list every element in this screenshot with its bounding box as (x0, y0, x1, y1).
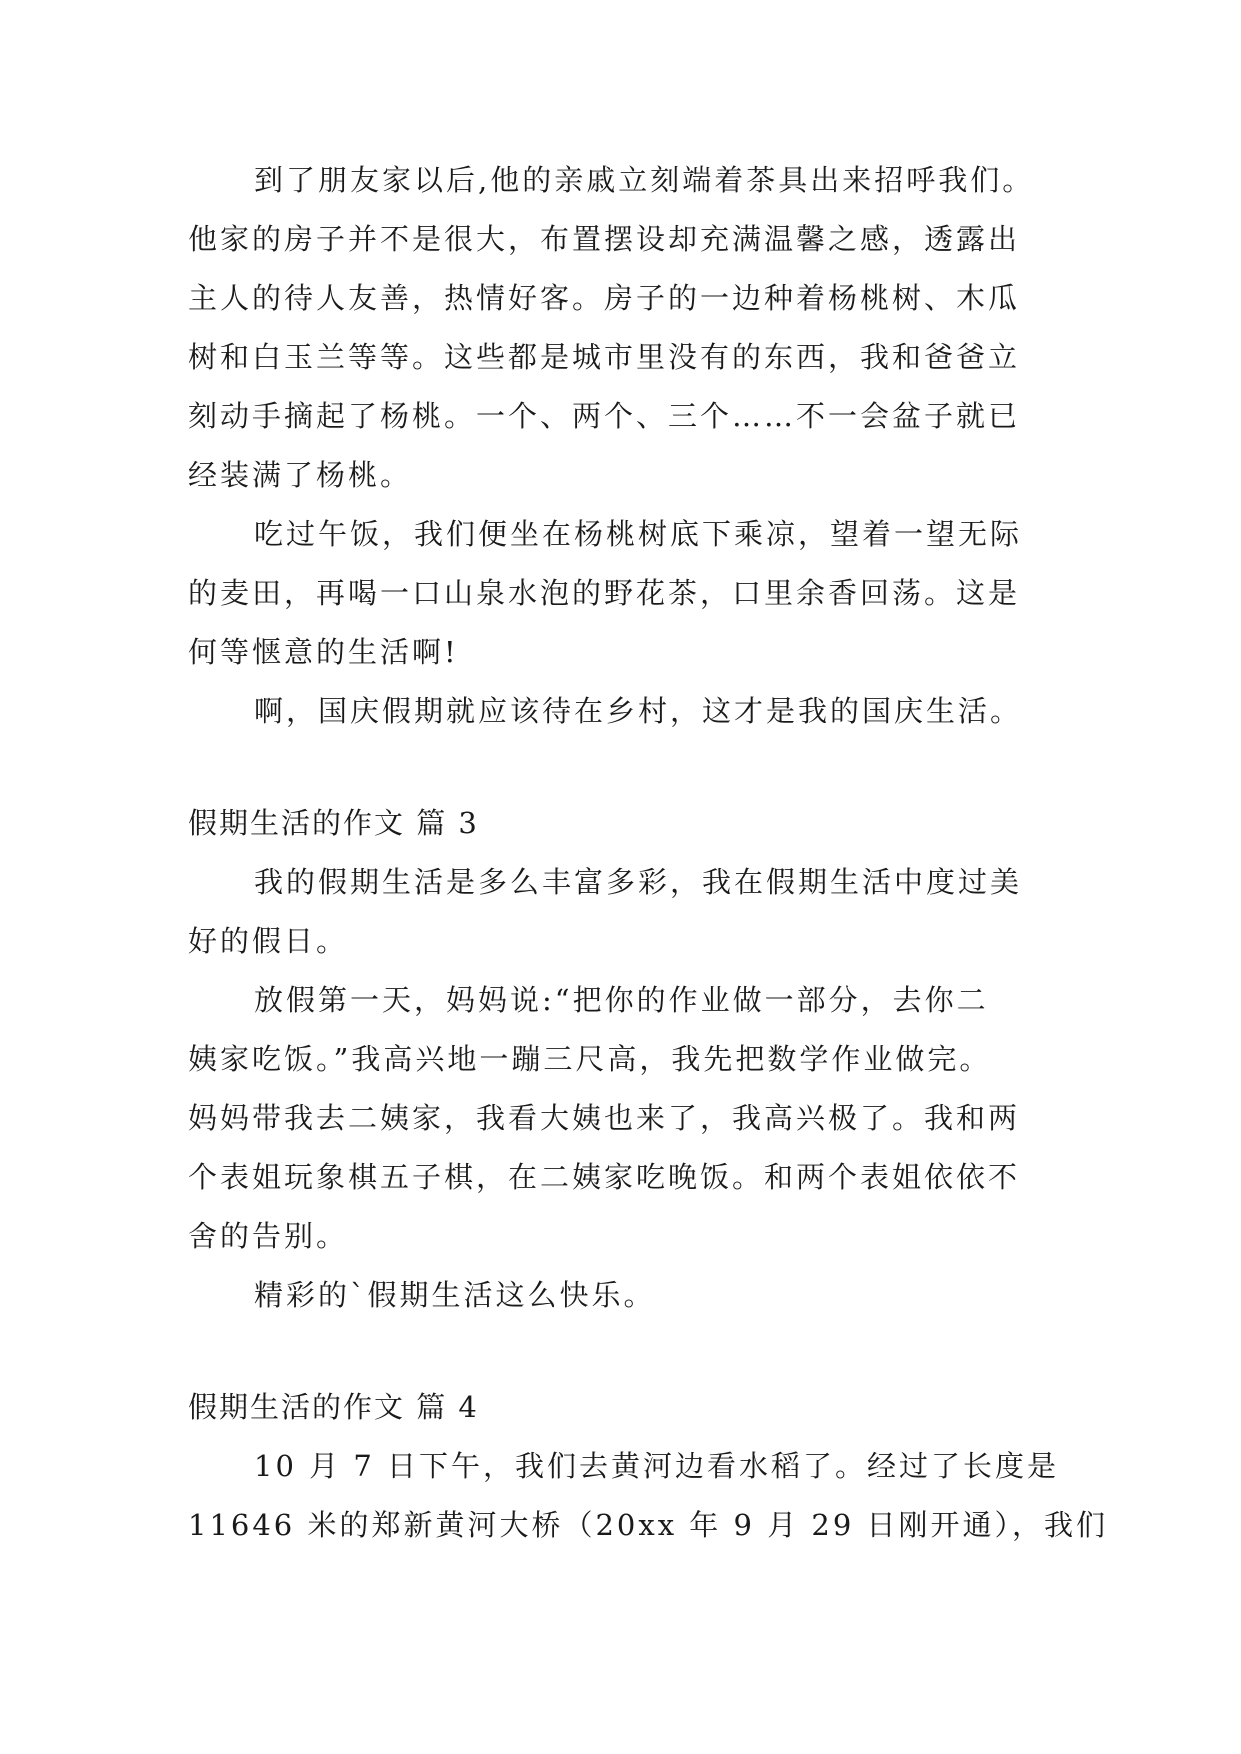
paragraph-line: 主人的待人友善，热情好客。房子的一边种着杨桃树、木瓜 (188, 281, 1021, 315)
paragraph-line: 舍的告别。 (188, 1219, 349, 1253)
section-heading: 假期生活的作文 篇 3 (188, 806, 479, 840)
paragraph-line: 吃过午饭，我们便坐在杨桃树底下乘凉，望着一望无际 (254, 517, 1023, 551)
paragraph-line: 妈妈带我去二姨家，我看大姨也来了，我高兴极了。我和两 (188, 1101, 1021, 1135)
paragraph-line: 姨家吃饭。”我高兴地一蹦三尺高，我先把数学作业做完。 (188, 1042, 992, 1076)
section-heading: 假期生活的作文 篇 4 (188, 1390, 479, 1424)
paragraph-line: 11646 米的郑新黄河大桥（20xx 年 9 月 29 日刚开通），我们 (188, 1508, 1109, 1542)
paragraph-line: 我的假期生活是多么丰富多彩，我在假期生活中度过美 (254, 865, 1023, 899)
paragraph-line: 刻动手摘起了杨桃。一个、两个、三个……不一会盆子就已 (188, 399, 1021, 433)
paragraph-line: 放假第一天，妈妈说:“把你的作业做一部分，去你二 (254, 983, 989, 1017)
paragraph-line: 啊，国庆假期就应该待在乡村，这才是我的国庆生活。 (254, 694, 1023, 728)
paragraph-line: 好的假日。 (188, 924, 349, 958)
paragraph-line: 到了朋友家以后,他的亲戚立刻端着茶具出来招呼我们。 (254, 163, 1035, 197)
paragraph-line: 他家的房子并不是很大，布置摆设却充满温馨之感，透露出 (188, 222, 1021, 256)
paragraph-line: 经装满了杨桃。 (188, 458, 413, 492)
paragraph-line: 的麦田，再喝一口山泉水泡的野花茶，口里余香回荡。这是 (188, 576, 1021, 610)
paragraph-line: 10 月 7 日下午，我们去黄河边看水稻了。经过了长度是 (254, 1449, 1060, 1483)
paragraph-line: 树和白玉兰等等。这些都是城市里没有的东西，我和爸爸立 (188, 340, 1021, 374)
paragraph-line: 个表姐玩象棋五子棋，在二姨家吃晚饭。和两个表姐依依不 (188, 1160, 1021, 1194)
paragraph-line: 何等惬意的生活啊! (188, 635, 459, 669)
paragraph-line: 精彩的`假期生活这么快乐。 (254, 1278, 656, 1312)
